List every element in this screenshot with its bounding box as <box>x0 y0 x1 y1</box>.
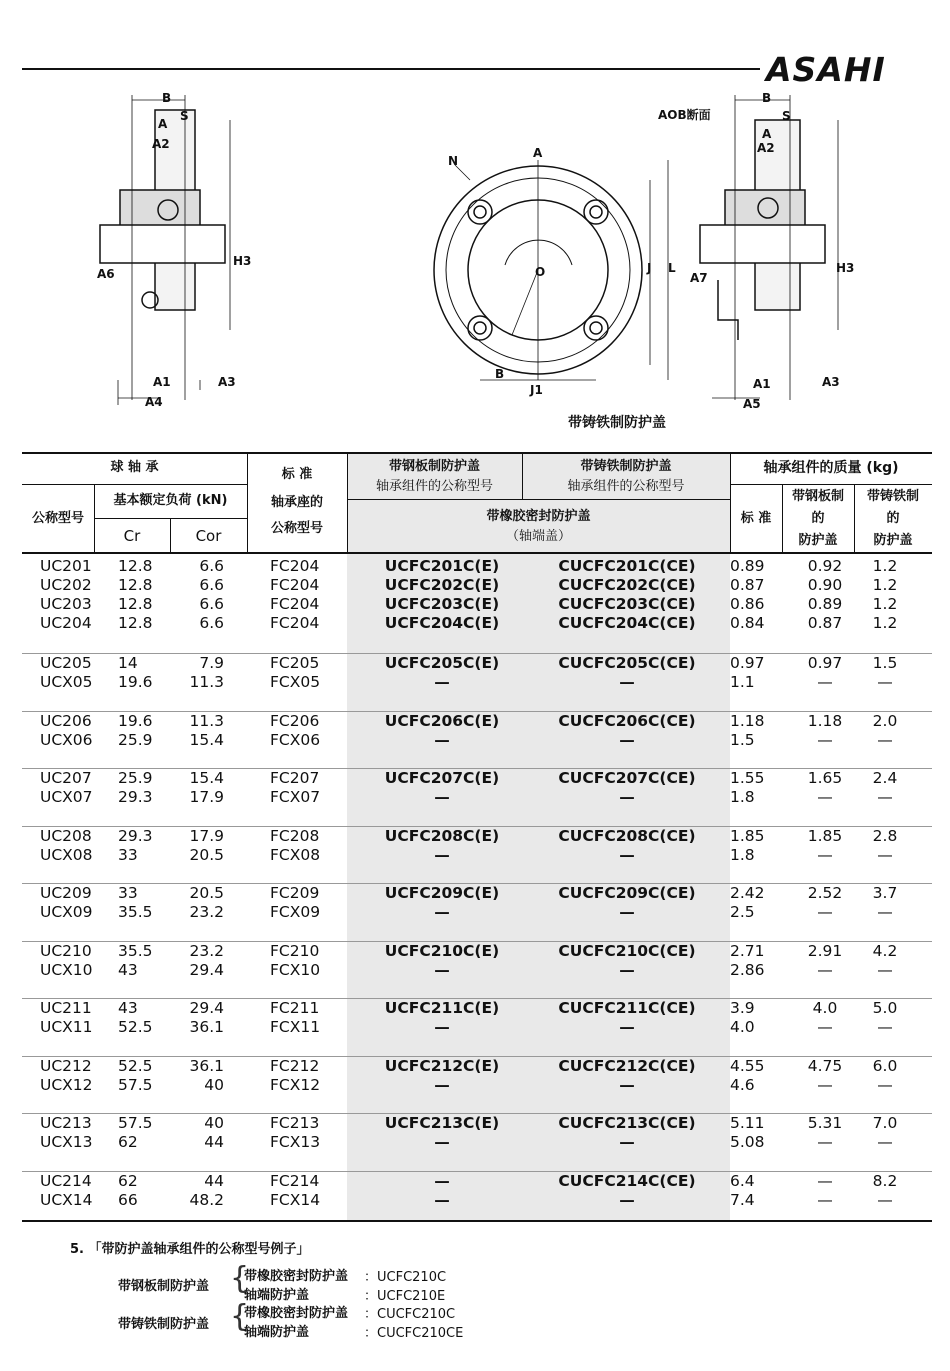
svg-text:A: A <box>158 117 168 131</box>
cast-cover-code-cell: — <box>619 673 635 691</box>
cor-cell: 29.4 <box>189 960 224 979</box>
mass-cast-cell: 5.0 <box>872 999 898 1017</box>
cr-cell: 35.5 <box>118 903 153 921</box>
cr-cell: 19.6 <box>118 673 153 691</box>
header-cast-cover-1: 带铸铁制防护盖 <box>580 459 672 474</box>
mass-steel-cell: — <box>817 845 833 864</box>
technical-drawings <box>0 80 950 450</box>
footnote-steel-seal: 带橡胶密封防护盖 <box>244 1269 349 1284</box>
header-housing-1: 标 准 <box>281 467 313 482</box>
housing-cell: FC204 <box>270 576 320 594</box>
model-cell: UC212 <box>40 1056 92 1075</box>
mass-steel-cell: — <box>817 788 833 806</box>
housing-cell: FCX10 <box>270 960 321 979</box>
mass-standard-cell: 1.8 <box>730 845 755 864</box>
mass-steel-cell: 2.52 <box>807 884 843 902</box>
footnote-cast-seal: 带橡胶密封防护盖 <box>244 1306 349 1321</box>
steel-cover-code-cell: — <box>434 1190 450 1209</box>
svg-text:H3: H3 <box>233 254 252 268</box>
mass-steel-cell: — <box>817 1018 833 1036</box>
footnote-brace-cast: { <box>230 1299 250 1334</box>
steel-cover-code-cell: UCFC209C(E) <box>384 884 500 902</box>
cr-cell: 12.8 <box>118 576 153 594</box>
mass-standard-cell: 1.18 <box>730 711 765 730</box>
housing-cell: FCX06 <box>270 730 321 749</box>
housing-cell: FC204 <box>270 614 320 632</box>
footnote-title: 5. 「带防护盖轴承组件的公称型号例子」 <box>70 1242 310 1257</box>
mass-cast-cell: — <box>877 903 893 921</box>
footnote-steel-shaft-code: ：UCFC210E <box>364 1289 446 1304</box>
header-mass-steel-3: 防护盖 <box>798 533 838 548</box>
housing-cell: FC204 <box>270 595 320 613</box>
model-cell: UC210 <box>40 941 92 960</box>
mass-standard-cell: 5.08 <box>730 1133 765 1151</box>
cor-cell: 6.6 <box>199 576 224 594</box>
cast-cover-code-cell: — <box>619 1075 635 1094</box>
steel-cover-code-cell: — <box>434 730 450 749</box>
cast-cover-code-cell: CUCFC205C(CE) <box>558 654 696 672</box>
housing-cell: FCX11 <box>270 1018 321 1036</box>
model-cell: UCX11 <box>40 1018 93 1036</box>
mass-steel-cell: 5.31 <box>807 1114 843 1132</box>
model-cell: UCX13 <box>40 1133 93 1151</box>
mass-cast-cell: 2.4 <box>872 769 898 787</box>
cast-cover-code-cell: — <box>619 903 635 921</box>
cor-cell: 15.4 <box>189 769 224 787</box>
svg-text:A2: A2 <box>152 137 170 151</box>
cr-cell: 33 <box>118 845 138 864</box>
mass-standard-cell: 4.6 <box>730 1075 755 1094</box>
housing-cell: FC209 <box>270 884 320 902</box>
footnote-brace-steel: { <box>230 1261 250 1296</box>
cor-cell: 23.2 <box>189 903 224 921</box>
housing-cell: FC211 <box>270 999 320 1017</box>
header-cr: Cr <box>123 527 141 545</box>
model-cell: UC203 <box>40 595 92 613</box>
cr-cell: 12.8 <box>118 614 153 632</box>
housing-cell: FCX07 <box>270 788 321 806</box>
cast-cover-code-cell: — <box>619 730 635 749</box>
footnote-steel-label: 带钢板制防护盖 <box>118 1279 210 1294</box>
cast-cover-code-cell: — <box>619 960 635 979</box>
mass-standard-cell: 0.86 <box>730 595 765 613</box>
svg-text:L: L <box>668 261 676 275</box>
cr-cell: 66 <box>118 1190 138 1209</box>
mass-standard-cell: 2.5 <box>730 903 755 921</box>
cr-cell: 25.9 <box>118 769 153 787</box>
mass-standard-cell: 0.84 <box>730 614 765 632</box>
steel-cover-code-cell: — <box>434 788 450 806</box>
housing-cell: FCX09 <box>270 903 321 921</box>
cr-cell: 33 <box>118 884 138 902</box>
cast-cover-code-cell: CUCFC213C(CE) <box>558 1114 696 1132</box>
steel-cover-code-cell: UCFC213C(E) <box>384 1114 500 1132</box>
mass-cast-cell: — <box>877 960 893 979</box>
footnote-cast-label: 带铸铁制防护盖 <box>118 1317 210 1332</box>
model-cell: UC205 <box>40 654 92 672</box>
cast-cover-code-cell: CUCFC208C(CE) <box>558 826 696 845</box>
cor-cell: 29.4 <box>189 999 224 1017</box>
svg-text:H3: H3 <box>836 261 855 275</box>
cast-cover-code-cell: — <box>619 1018 635 1036</box>
svg-text:A4: A4 <box>145 395 163 409</box>
svg-text:S: S <box>782 109 791 123</box>
model-cell: UCX10 <box>40 960 93 979</box>
header-housing-3: 公称型号 <box>270 521 323 536</box>
mass-standard-cell: 6.4 <box>730 1171 755 1190</box>
mass-steel-cell: — <box>817 1171 833 1190</box>
header-mass-steel-2: 的 <box>811 511 825 526</box>
cr-cell: 35.5 <box>118 941 153 960</box>
steel-cover-code-cell: — <box>434 1018 450 1036</box>
cor-cell: 7.9 <box>199 654 224 672</box>
cor-cell: 17.9 <box>189 788 224 806</box>
footnote-cast-shaft-code: ：CUCFC210CE <box>364 1326 464 1341</box>
mass-standard-cell: 4.0 <box>730 1018 755 1036</box>
mass-cast-cell: 6.0 <box>872 1056 898 1075</box>
mass-standard-cell: 2.42 <box>730 884 765 902</box>
cast-cover-code-cell: CUCFC209C(CE) <box>558 884 696 902</box>
mass-standard-cell: 7.4 <box>730 1190 755 1209</box>
svg-text:S: S <box>180 109 189 123</box>
housing-cell: FC210 <box>270 941 320 960</box>
svg-text:J1: J1 <box>530 383 543 397</box>
svg-text:O: O <box>535 265 546 279</box>
mass-steel-cell: 0.97 <box>807 654 843 672</box>
cor-cell: 17.9 <box>189 826 224 845</box>
mass-steel-cell: — <box>817 1190 833 1209</box>
footnote-cast-shaft: 轴端防护盖 <box>244 1325 310 1340</box>
cr-cell: 12.8 <box>118 557 153 575</box>
cor-cell: 20.5 <box>189 845 224 864</box>
steel-cover-code-cell: UCFC205C(E) <box>384 654 500 672</box>
housing-cell: FC207 <box>270 769 320 787</box>
svg-text:A3: A3 <box>822 375 840 389</box>
cast-cover-code-cell: CUCFC201C(CE) <box>558 557 696 575</box>
table-row-group <box>22 557 932 654</box>
aob-section-label: AOB断面 <box>658 108 711 122</box>
model-cell: UC207 <box>40 769 92 787</box>
header-steel-cover-2: 轴承组件的公称型号 <box>375 479 493 494</box>
header-mass: 轴承组件的质量 (kg) <box>763 460 899 476</box>
header-housing-2: 轴承座的 <box>270 495 323 510</box>
footnote-steel-shaft: 轴端防护盖 <box>244 1288 310 1303</box>
svg-text:B: B <box>495 367 505 381</box>
cor-cell: 15.4 <box>189 730 224 749</box>
mass-steel-cell: 4.75 <box>807 1056 843 1075</box>
steel-cover-code-cell: — <box>434 960 450 979</box>
header-cor: Cor <box>195 527 222 545</box>
steel-cover-code-cell: — <box>434 1171 450 1190</box>
cor-cell: 44 <box>204 1171 224 1190</box>
housing-cell: FC208 <box>270 826 320 845</box>
cor-cell: 6.6 <box>199 595 224 613</box>
cor-cell: 6.6 <box>199 557 224 575</box>
cast-cover-code-cell: — <box>619 845 635 864</box>
table-row-group <box>22 942 932 1000</box>
mass-cast-cell: 1.2 <box>872 595 898 613</box>
cor-cell: 6.6 <box>199 614 224 632</box>
mass-standard-cell: 1.85 <box>730 826 765 845</box>
header-mass-steel-1: 带钢板制 <box>791 489 844 504</box>
mass-cast-cell: — <box>877 845 893 864</box>
mass-cast-cell: 1.2 <box>872 576 898 594</box>
header-steel-cover-1: 带钢板制防护盖 <box>388 459 480 474</box>
mass-steel-cell: 0.89 <box>807 595 843 613</box>
model-cell: UCX06 <box>40 730 93 749</box>
mass-standard-cell: 4.55 <box>730 1056 765 1075</box>
cor-cell: 11.3 <box>189 711 224 730</box>
housing-cell: FC214 <box>270 1171 320 1190</box>
cr-cell: 29.3 <box>118 788 153 806</box>
cr-cell: 25.9 <box>118 730 153 749</box>
svg-text:B: B <box>762 91 772 105</box>
cast-cover-code-cell: — <box>619 788 635 806</box>
cr-cell: 52.5 <box>118 1056 153 1075</box>
mass-steel-cell: — <box>817 1075 833 1094</box>
mass-standard-cell: 1.55 <box>730 769 765 787</box>
header-seal-2: （轴端盖） <box>505 529 571 544</box>
cor-cell: 11.3 <box>189 673 224 691</box>
table-row-group <box>22 654 932 712</box>
steel-cover-code-cell: — <box>434 903 450 921</box>
steel-cover-code-cell: — <box>434 1133 450 1151</box>
housing-cell: FC205 <box>270 654 320 672</box>
mass-steel-cell: 2.91 <box>807 941 843 960</box>
cr-cell: 62 <box>118 1133 138 1151</box>
mass-cast-cell: 3.7 <box>872 884 898 902</box>
svg-text:A1: A1 <box>753 377 771 391</box>
cast-cover-code-cell: CUCFC211C(CE) <box>558 999 696 1017</box>
housing-cell: FCX14 <box>270 1190 321 1209</box>
svg-text:A3: A3 <box>218 375 236 389</box>
mass-standard-cell: 0.97 <box>730 654 765 672</box>
brand-logo: ASAHI <box>766 50 886 89</box>
housing-cell: FCX05 <box>270 673 321 691</box>
table-row-group <box>22 1057 932 1115</box>
svg-text:J: J <box>647 261 652 275</box>
cast-cover-code-cell: CUCFC210C(CE) <box>558 941 696 960</box>
mass-steel-cell: — <box>817 673 833 691</box>
mass-cast-cell: — <box>877 1018 893 1036</box>
cast-cover-code-cell: — <box>619 1190 635 1209</box>
cr-cell: 14 <box>118 654 138 672</box>
mass-cast-cell: — <box>877 1190 893 1209</box>
model-cell: UCX05 <box>40 673 93 691</box>
table-row-group <box>22 712 932 770</box>
table-body <box>22 557 932 1229</box>
steel-cover-code-cell: UCFC203C(E) <box>384 595 500 613</box>
mass-cast-cell: — <box>877 788 893 806</box>
mass-standard-cell: 1.8 <box>730 788 755 806</box>
model-cell: UCX08 <box>40 845 93 864</box>
cast-cover-code-cell: CUCFC206C(CE) <box>558 711 696 730</box>
cor-cell: 40 <box>204 1114 224 1132</box>
mass-cast-cell: 2.0 <box>872 711 898 730</box>
center-front-view-drawing <box>434 160 668 380</box>
footnote-steel-seal-code: ：UCFC210C <box>364 1270 447 1285</box>
table-row-group <box>22 884 932 942</box>
cast-cover-code-cell: — <box>619 1133 635 1151</box>
mass-cast-cell: 8.2 <box>872 1171 898 1190</box>
cr-cell: 62 <box>118 1171 138 1190</box>
model-cell: UCX12 <box>40 1075 93 1094</box>
footnote-cast-seal-code: ：CUCFC210C <box>364 1307 456 1322</box>
housing-cell: FC213 <box>270 1114 320 1132</box>
housing-cell: FC204 <box>270 557 320 575</box>
svg-text:N: N <box>448 154 459 168</box>
header-mass-cast-3: 防护盖 <box>873 533 913 548</box>
mass-steel-cell: — <box>817 960 833 979</box>
header-seal-1: 带橡胶密封防护盖 <box>486 509 591 524</box>
mass-cast-cell: 1.2 <box>872 557 898 575</box>
housing-cell: FC206 <box>270 711 320 730</box>
cr-cell: 57.5 <box>118 1114 153 1132</box>
mass-standard-cell: 0.87 <box>730 576 765 594</box>
steel-cover-code-cell: UCFC202C(E) <box>384 576 500 594</box>
mass-steel-cell: 4.0 <box>812 999 838 1017</box>
steel-cover-code-cell: UCFC211C(E) <box>384 999 500 1017</box>
cor-cell: 23.2 <box>189 941 224 960</box>
steel-cover-code-cell: UCFC212C(E) <box>384 1056 500 1075</box>
cr-cell: 52.5 <box>118 1018 153 1036</box>
mass-standard-cell: 0.89 <box>730 557 765 575</box>
cr-cell: 12.8 <box>118 595 153 613</box>
mass-steel-cell: 1.85 <box>807 826 843 845</box>
cor-cell: 20.5 <box>189 884 224 902</box>
mass-cast-cell: — <box>877 1075 893 1094</box>
mass-cast-cell: — <box>877 673 893 691</box>
mass-steel-cell: 0.90 <box>807 576 843 594</box>
svg-text:A: A <box>762 127 772 141</box>
mass-standard-cell: 2.71 <box>730 941 765 960</box>
housing-cell: FCX12 <box>270 1075 321 1094</box>
cr-cell: 19.6 <box>118 711 153 730</box>
cr-cell: 43 <box>118 960 138 979</box>
mass-steel-cell: 1.65 <box>807 769 843 787</box>
model-cell: UCX07 <box>40 788 93 806</box>
svg-text:B: B <box>162 91 172 105</box>
steel-cover-code-cell: — <box>434 673 450 691</box>
mass-steel-cell: — <box>817 903 833 921</box>
mass-standard-cell: 1.5 <box>730 730 755 749</box>
header-rule <box>22 68 760 70</box>
cor-cell: 36.1 <box>189 1056 224 1075</box>
steel-cover-code-cell: — <box>434 845 450 864</box>
header-mass-std: 标 准 <box>740 511 772 526</box>
cast-cover-code-cell: CUCFC214C(CE) <box>558 1171 696 1190</box>
svg-text:A: A <box>533 146 543 160</box>
svg-text:A6: A6 <box>97 267 115 281</box>
model-cell: UC213 <box>40 1114 92 1132</box>
svg-text:A2: A2 <box>757 141 775 155</box>
model-cell: UC211 <box>40 999 92 1017</box>
mass-cast-cell: 1.5 <box>872 654 898 672</box>
steel-cover-code-cell: — <box>434 1075 450 1094</box>
header-cast-cover-2: 轴承组件的公称型号 <box>567 479 685 494</box>
mass-cast-cell: — <box>877 1133 893 1151</box>
header-load-rating: 基本额定负荷 (kN) <box>113 493 228 508</box>
cast-cover-code-cell: CUCFC203C(CE) <box>558 595 696 613</box>
cor-cell: 40 <box>204 1075 224 1094</box>
model-cell: UC201 <box>40 557 92 575</box>
header-bearing: 球 轴 承 <box>110 460 159 475</box>
mass-steel-cell: 0.92 <box>807 557 843 575</box>
cast-cover-code-cell: CUCFC207C(CE) <box>558 769 696 787</box>
steel-cover-code-cell: UCFC206C(E) <box>384 711 500 730</box>
svg-text:A1: A1 <box>153 375 171 389</box>
mass-cast-cell: 4.2 <box>872 941 898 960</box>
table-row-group <box>22 769 932 827</box>
mass-standard-cell: 2.86 <box>730 960 765 979</box>
model-cell: UC204 <box>40 614 92 632</box>
mass-cast-cell: — <box>877 730 893 749</box>
steel-cover-code-cell: UCFC208C(E) <box>384 826 500 845</box>
cast-cover-code-cell: CUCFC212C(CE) <box>558 1056 696 1075</box>
cast-cover-code-cell: CUCFC202C(CE) <box>558 576 696 594</box>
header-mass-cast-2: 的 <box>886 511 900 526</box>
mass-standard-cell: 5.11 <box>730 1114 765 1132</box>
model-cell: UC202 <box>40 576 92 594</box>
model-cell: UC206 <box>40 711 92 730</box>
cor-cell: 44 <box>204 1133 224 1151</box>
cr-cell: 29.3 <box>118 826 153 845</box>
table-row-group <box>22 827 932 885</box>
mass-steel-cell: 0.87 <box>807 614 843 632</box>
steel-cover-code-cell: UCFC207C(E) <box>384 769 500 787</box>
mass-standard-cell: 1.1 <box>730 673 755 691</box>
housing-cell: FCX08 <box>270 845 321 864</box>
cor-cell: 36.1 <box>189 1018 224 1036</box>
table-row-group <box>22 1114 932 1172</box>
cor-cell: 48.2 <box>189 1190 224 1209</box>
model-cell: UC209 <box>40 884 92 902</box>
mass-steel-cell: 1.18 <box>807 711 843 730</box>
drawing-caption: 带铸铁制防护盖 <box>568 415 666 431</box>
model-cell: UCX14 <box>40 1190 93 1209</box>
steel-cover-code-cell: UCFC204C(E) <box>384 614 500 632</box>
mass-steel-cell: — <box>817 730 833 749</box>
table-row-group <box>22 999 932 1057</box>
header-model: 公称型号 <box>31 511 84 526</box>
mass-standard-cell: 3.9 <box>730 999 755 1017</box>
cr-cell: 43 <box>118 999 138 1017</box>
model-cell: UC208 <box>40 826 92 845</box>
mass-cast-cell: 1.2 <box>872 614 898 632</box>
steel-cover-code-cell: UCFC210C(E) <box>384 941 500 960</box>
mass-cast-cell: 7.0 <box>872 1114 898 1132</box>
mass-steel-cell: — <box>817 1133 833 1151</box>
mass-cast-cell: 2.8 <box>872 826 898 845</box>
cr-cell: 57.5 <box>118 1075 153 1094</box>
model-cell: UC214 <box>40 1171 92 1190</box>
steel-cover-code-cell: UCFC201C(E) <box>384 557 500 575</box>
model-cell: UCX09 <box>40 903 93 921</box>
svg-text:A5: A5 <box>743 397 761 411</box>
cast-cover-code-cell: CUCFC204C(CE) <box>558 614 696 632</box>
svg-text:A7: A7 <box>690 271 708 285</box>
housing-cell: FCX13 <box>270 1133 321 1151</box>
housing-cell: FC212 <box>270 1056 320 1075</box>
header-mass-cast-1: 带铸铁制 <box>866 489 919 504</box>
